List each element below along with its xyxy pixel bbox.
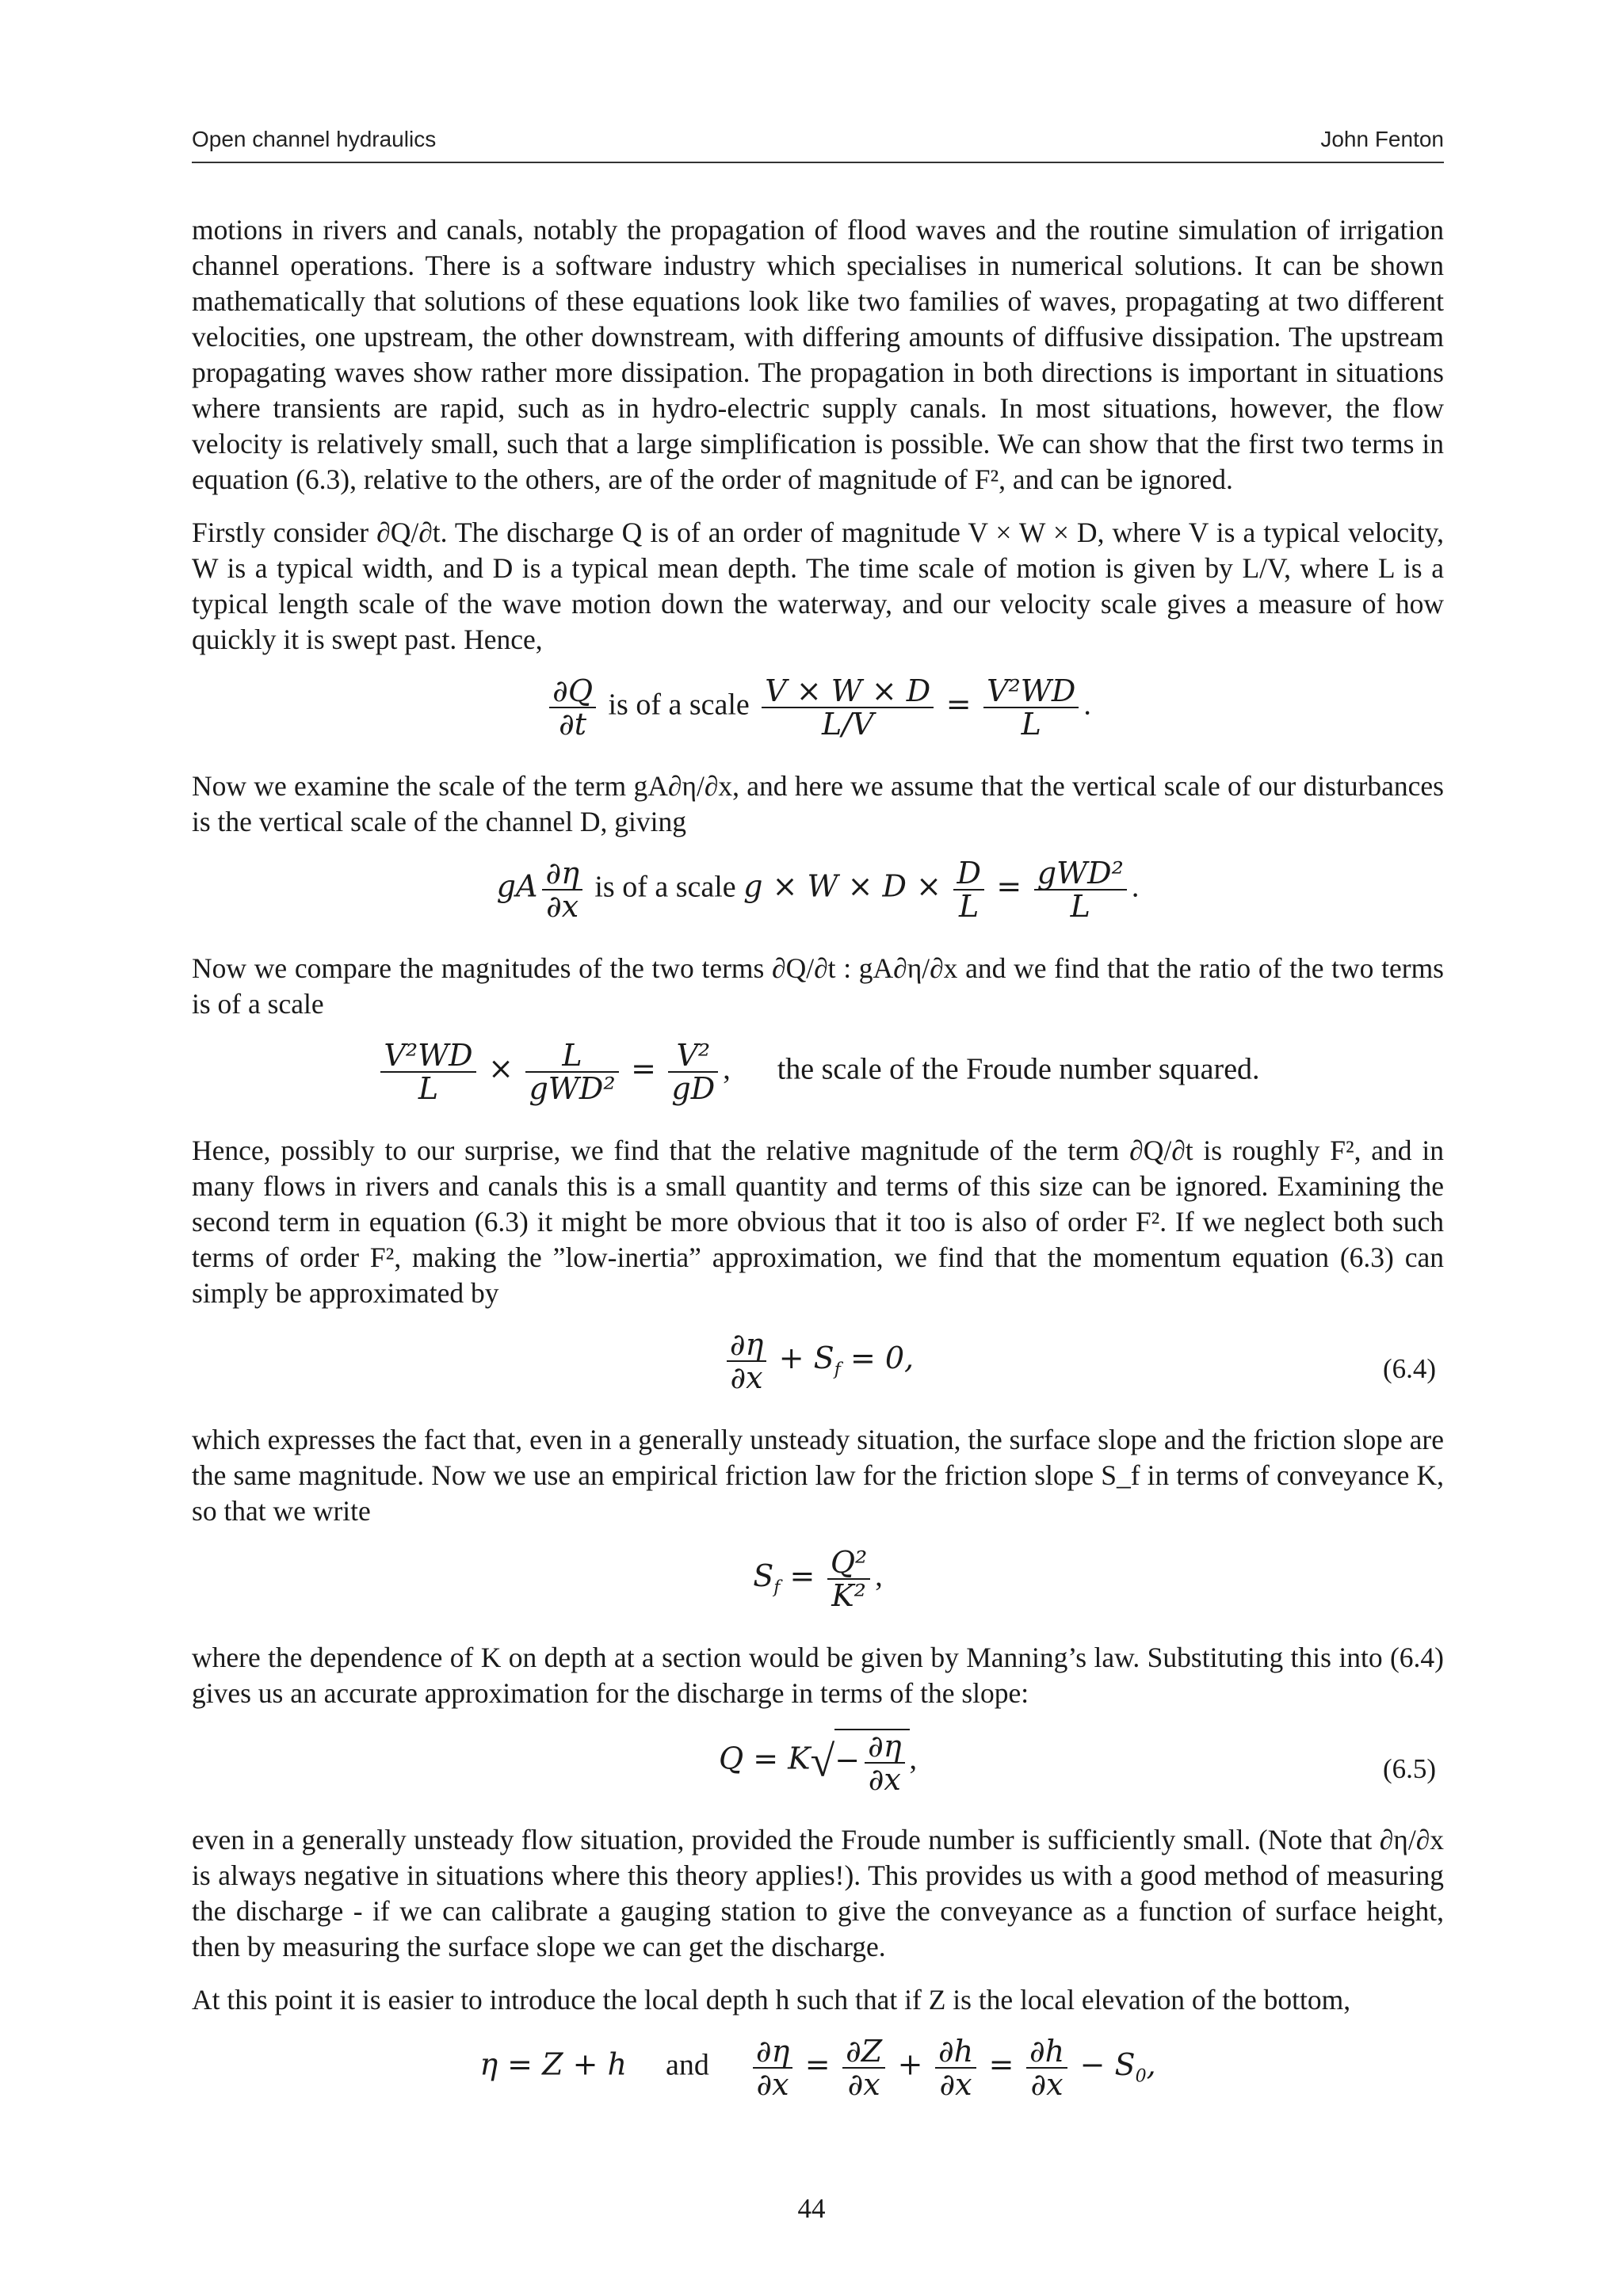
equation-number-6-5: (6.5) xyxy=(1382,1753,1436,1784)
paragraph-2: Firstly consider ∂Q/∂t. The discharge Q is of an order of magnitude V × W × D, where V is a typical velocity, W is a typical width, and D is a typical mean depth. The time scale of motion is given by L/V, where L is a typical length scale of the wave motion down the waterway, and our velocity scale gives a measure of how quickly it is swept past. Hence, xyxy=(192,517,1444,655)
page-body xyxy=(192,212,1444,2129)
eq-froude-text: the scale of the Froude number squared. xyxy=(777,1052,1260,1086)
eq-scale-text-2: is of a scale xyxy=(594,870,736,904)
equation-froude-ratio: $\frac{\text{V²WD}}{L}$ × $\frac{L}{\text{gWD²}}$ = $\frac{\text{V²}}{gD}$ , the scale of the Froude number squared. xyxy=(192,1039,1444,1119)
header-author: John Fenton xyxy=(1320,127,1444,151)
paragraph-3: Now we examine the scale of the term gA∂η/∂x, and here we assume that the vertical scale of our disturbances is the vertical scale of the channel D, giving xyxy=(192,770,1444,837)
equation-6-4: $\frac{\partial\eta}{\partial x}$ + $S_f = 0$, (6.4) xyxy=(192,1329,1444,1408)
equation-time-scale: $\frac{\partial Q}{\partial t}$ is of a scale $\frac{V \times W \times D}{L/V}$ = $\frac{\text{V²WD}}{L}$ . xyxy=(192,675,1444,754)
paragraph-1: motions in rivers and canals, notably the propagation of flood waves and the routine simulation of irrigation channel operations. There is a software industry which specialises in numerical solutions. It can be shown mathematically that solutions of these equations look like two families of waves, propagating at two different velocities, one upstream, the other downstream, with differing amounts of diffusive dissipation. The upstream propagating waves show rather more dissipation. The propagation in both directions is important in situations where transients are rapid, such as in hydro-electric supply canals. In most situations, however, the flow velocity is relatively small, such that a large simplification is possible. We can show that the first two terms in equation (6.3), relative to the others, are of the order of magnitude of F², and can be ignored. xyxy=(192,214,1444,495)
paragraph-8: even in a generally unsteady flow situation, provided the Froude number is sufficiently small. (Note that ∂η/∂x is always negative in situations where this theory applies!). This provides us with a good method of measuring the discharge - if we can calibrate a gauging station to give the conveyance as a function of surface height, then by measuring the surface slope we can get the discharge. xyxy=(192,1824,1444,1962)
header-book-title: Open channel hydraulics xyxy=(192,127,437,151)
equation-6-5: Q = K√− $\frac{\partial\eta}{\partial x}$ , (6.5) xyxy=(718,1729,1436,1797)
equation-depth-relation: η = Z + h and $\frac{\partial\eta}{\partial x}$ = $\frac{\partial Z}{\partial x}$ + $\frac{\partial h}{\partial x}$ = $\frac{\partial h}{\partial x}$ − $S_0$, xyxy=(479,2034,1156,2102)
running-header xyxy=(192,120,1444,163)
paragraph-7: where the dependence of K on depth at a section would be given by Manning’s law. Substituting this into (6.4) gives us an accurate approximation for the discharge in terms of the slope: xyxy=(192,1642,1444,1709)
equation-number-6-4: (6.4) xyxy=(1382,1353,1436,1384)
page-number: 44 xyxy=(797,2193,826,2224)
equation-friction-slope: $S_f$ = $\frac{\text{Q²}}{\text{K²}}$ , xyxy=(753,1545,883,1613)
paragraph-4: Now we compare the magnitudes of the two terms ∂Q/∂t : gA∂η/∂x and we find that the ratio of the two terms is of a scale xyxy=(192,952,1444,1020)
eq-scale-text: is of a scale xyxy=(608,688,750,722)
paragraph-5: Hence, possibly to our surprise, we find that the relative magnitude of the term ∂Q/∂t is roughly F², and in many flows in rivers and canals this is a small quantity and terms of this size can be ignored. Examining the second term in equation (6.3) it might be more obvious that it too is also of order F². If we neglect both such terms of order F², making the ”low-inertia” approximation, we find that the momentum equation (6.3) can simply be approximated by xyxy=(192,1135,1444,1309)
paragraph-6: which expresses the fact that, even in a generally unsteady situation, the surface slope and the friction slope are the same magnitude. Now we use an empirical friction law for the friction slope S_f in terms of conveyance K, so that we write xyxy=(192,1424,1444,1527)
equation-surface-scale: gA $\frac{\partial\eta}{\partial x}$ is of a scale g × W × D × $\frac{D}{L}$ = $\frac{\text{gWD²}}{L}$ . xyxy=(496,856,1140,924)
eq-and-text: and xyxy=(665,2048,709,2082)
paragraph-9: At this point it is easier to introduce the local depth h such that if Z is the local elevation of the bottom, xyxy=(192,1984,1351,2016)
